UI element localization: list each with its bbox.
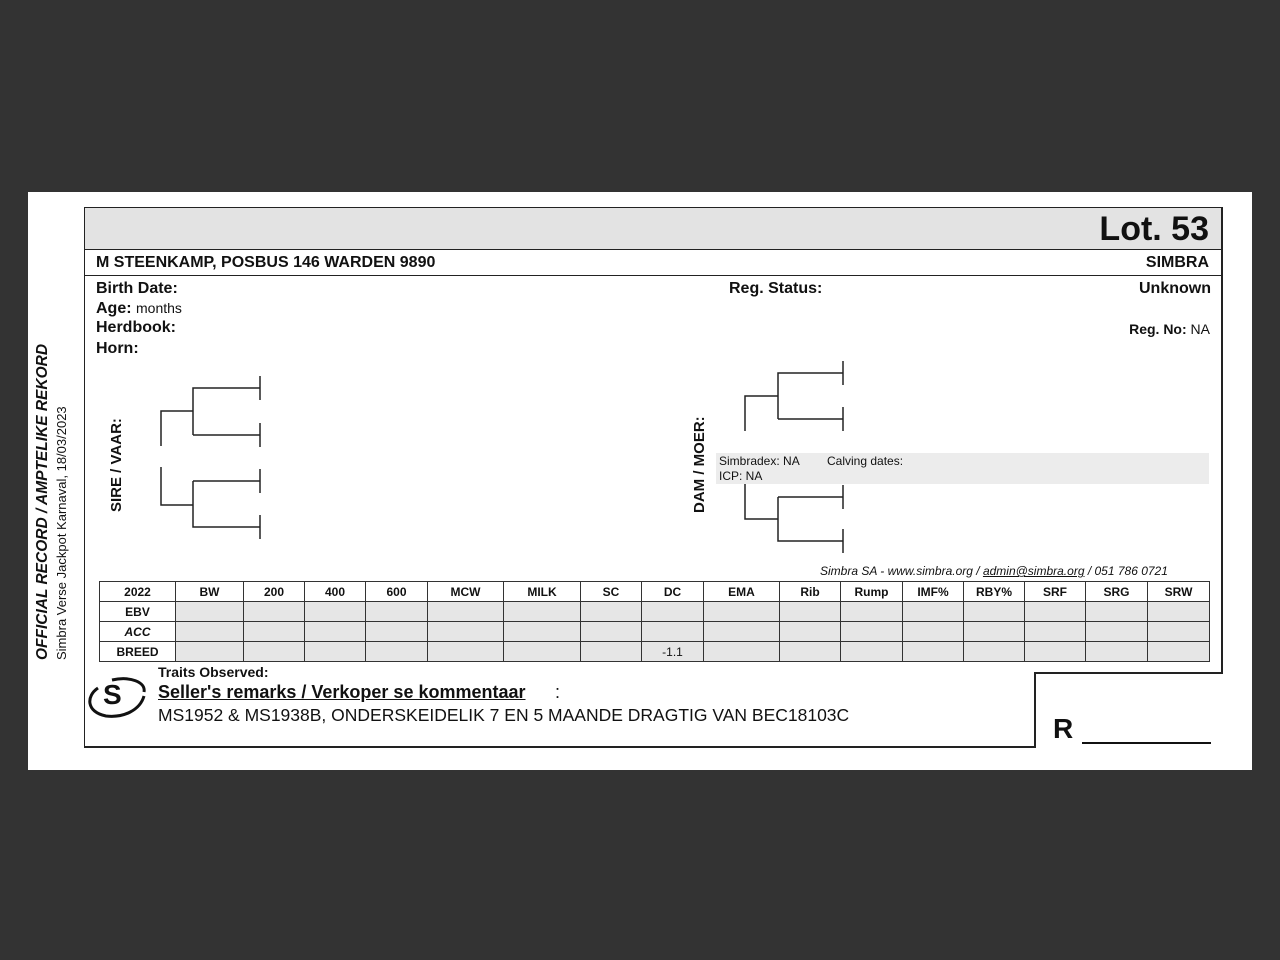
ebv-cell — [841, 642, 903, 662]
ebv-cell — [366, 642, 428, 662]
ebv-cell: -1.1 — [642, 642, 704, 662]
ebv-cell — [428, 642, 504, 662]
ebv-header-cell: RBY% — [964, 582, 1025, 602]
price-input-line[interactable] — [1082, 742, 1211, 744]
ebv-header-cell: Rump — [841, 582, 903, 602]
ebv-header-cell: DC — [642, 582, 704, 602]
ebv-header-cell: EMA — [704, 582, 780, 602]
ebv-header-cell: SRG — [1086, 582, 1148, 602]
ebv-cell — [1148, 602, 1210, 622]
ebv-cell — [581, 622, 642, 642]
ebv-cell — [244, 602, 305, 622]
ebv-header-cell: SRF — [1025, 582, 1086, 602]
ebv-header-cell: IMF% — [903, 582, 964, 602]
reg-no-value: NA — [1190, 321, 1210, 337]
ebv-cell — [366, 602, 428, 622]
simbradex-value: Simbradex: NA — [719, 454, 800, 468]
horn-label: Horn: — [96, 340, 139, 357]
ebv-cell — [903, 602, 964, 622]
ebv-cell — [176, 602, 244, 622]
ebv-cell — [581, 602, 642, 622]
sire-label: SIRE / VAAR: — [108, 418, 125, 512]
ebv-cell — [704, 642, 780, 662]
ebv-cell — [366, 622, 428, 642]
price-label: R — [1053, 713, 1074, 744]
traits-observed-label: Traits Observed: — [158, 664, 269, 680]
ebv-cell — [1086, 642, 1148, 662]
contact-line — [820, 564, 1168, 578]
icp-value: ICP: NA — [719, 469, 763, 483]
ebv-cell — [704, 602, 780, 622]
ebv-row-label: BREED — [100, 642, 176, 662]
ebv-cell — [1086, 622, 1148, 642]
ebv-cell — [964, 622, 1025, 642]
reg-no-label: Reg. No: — [1129, 321, 1187, 337]
ebv-cell — [903, 622, 964, 642]
ebv-header-cell: 2022 — [100, 582, 176, 602]
ebv-cell — [305, 622, 366, 642]
ebv-row — [100, 602, 1210, 622]
sellers-remarks-text: MS1952 & MS1938B, ONDERSKEIDELIK 7 EN 5 MAANDE DRAGTIG VAN BEC18103C — [158, 705, 850, 725]
contact-email-link[interactable]: admin@simbra.org — [982, 564, 1085, 578]
ebv-row — [100, 622, 1210, 642]
ebv-row-label: EBV — [100, 602, 176, 622]
ebv-cell — [780, 602, 841, 622]
contact-website: Simbra SA - www.simbra.org / — [820, 564, 983, 578]
ebv-row — [100, 642, 1210, 662]
herdbook-label: Herdbook: — [96, 319, 176, 336]
ebv-row-label: ACC — [100, 622, 176, 642]
ebv-header-cell: 600 — [366, 582, 428, 602]
auction-subtitle: Simbra Verse Jackpot Karnaval, 18/03/2023 — [54, 406, 69, 660]
ebv-header-cell: MCW — [428, 582, 504, 602]
ebv-cell — [780, 642, 841, 662]
ebv-table — [99, 581, 1210, 662]
ebv-cell — [704, 622, 780, 642]
ebv-header-cell: MILK — [504, 582, 581, 602]
breed-name: SIMBRA — [1145, 254, 1209, 271]
ebv-cell — [581, 642, 642, 662]
ebv-cell — [642, 622, 704, 642]
ebv-cell — [244, 622, 305, 642]
ebv-cell — [176, 622, 244, 642]
ebv-cell — [642, 602, 704, 622]
ebv-cell — [176, 642, 244, 662]
lot-number: Lot. 53 — [1099, 210, 1209, 248]
ebv-cell — [504, 622, 581, 642]
ebv-cell — [1025, 622, 1086, 642]
ebv-cell — [841, 622, 903, 642]
age-label: Age: — [96, 300, 132, 317]
sellers-remarks-colon: : — [555, 682, 561, 702]
ebv-header-cell: BW — [176, 582, 244, 602]
ebv-cell — [1148, 622, 1210, 642]
ebv-header-cell: 200 — [244, 582, 305, 602]
age-unit: months — [136, 300, 182, 316]
ebv-cell — [428, 602, 504, 622]
reg-status-value: Unknown — [1139, 280, 1211, 297]
ebv-cell — [903, 642, 964, 662]
calving-dates-label: Calving dates: — [827, 454, 904, 468]
ebv-cell — [428, 622, 504, 642]
ebv-header-cell: SRW — [1148, 582, 1210, 602]
ebv-header-row — [100, 582, 1210, 602]
seller-name: M STEENKAMP, POSBUS 146 WARDEN 9890 — [96, 254, 436, 271]
simbra-logo-icon — [84, 672, 154, 727]
ebv-cell — [1148, 642, 1210, 662]
ebv-header-cell: Rib — [780, 582, 841, 602]
official-record-title: OFFICIAL RECORD / AMPTELIKE REKORD — [34, 343, 51, 660]
ebv-cell — [964, 642, 1025, 662]
ebv-cell — [1025, 642, 1086, 662]
ebv-header-cell: SC — [581, 582, 642, 602]
ebv-header-cell: 400 — [305, 582, 366, 602]
sellers-remarks-title: Seller's remarks / Verkoper se kommentaar — [158, 682, 526, 702]
contact-phone: / 051 786 0721 — [1084, 564, 1168, 578]
ebv-cell — [1025, 602, 1086, 622]
birth-date-label: Birth Date: — [96, 280, 178, 297]
ebv-cell — [504, 642, 581, 662]
ebv-cell — [780, 622, 841, 642]
svg-text:S: S — [103, 679, 122, 710]
ebv-cell — [504, 602, 581, 622]
reg-status-label: Reg. Status: — [729, 280, 823, 297]
ebv-cell — [841, 602, 903, 622]
dam-label: DAM / MOER: — [691, 416, 708, 513]
ebv-cell — [1086, 602, 1148, 622]
ebv-cell — [964, 602, 1025, 622]
ebv-cell — [305, 602, 366, 622]
ebv-cell — [244, 642, 305, 662]
ebv-cell — [305, 642, 366, 662]
